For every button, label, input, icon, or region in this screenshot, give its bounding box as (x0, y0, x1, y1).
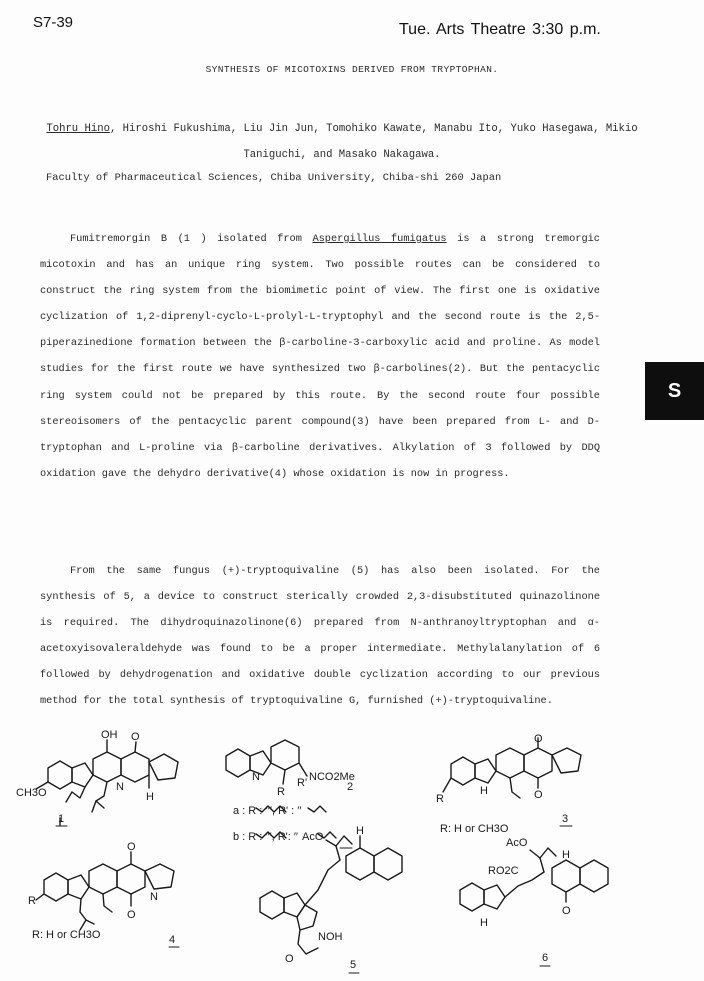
species-name: Aspergillus fumigatus (312, 233, 447, 245)
c5-h-label: H (356, 825, 364, 837)
co-authors: , Hiroshi Fukushima, Liu Jin Jun, Tomohiko Kawate, Manabu Ito, Yuko Hasegawa, Mikio Taniguchi, and Masako Nakagawa. (109, 123, 638, 161)
c3-r-legend: R: H or CH3O (440, 823, 509, 835)
affiliation: Faculty of Pharmaceutical Sciences, Chiba University, Chiba-shi 260 Japan (46, 172, 502, 184)
c2-n-label: N (252, 771, 260, 783)
structure-5 (260, 836, 402, 973)
c1-methoxy-label: CH3O (16, 787, 47, 799)
chemical-structures (0, 729, 704, 981)
c5-oxo-label: O (285, 953, 294, 965)
c5-noh-label: NOH (318, 931, 343, 943)
paragraph2-text: From the same fungus (+)-tryptoquivaline (5) has also been isolated. For the synthesis of 5, a device to construct sterically crowded 2,3-disubstituted quinazolinone is required. The dihydroquinazolinone(6) prepared from N-anthranoyltryptophan and α- acetoxyisovaleraldehyde was found to be a proper intermediate. Methylalanylation of 6 followed by dehydrogenation and oxidative double cyclization according to our previous method for the total synthesis of tryptoquivaline G, furnished (+)-tryptoquivaline. (40, 565, 600, 708)
abstract-code: S7-39 (33, 14, 74, 31)
c6-oxo-label: O (562, 905, 571, 917)
author-list (44, 116, 640, 168)
c5-number: 5 (350, 959, 357, 971)
c2-r-label: R (277, 786, 285, 798)
section-tab: S (645, 362, 704, 420)
c5-aco-label: AcO (302, 831, 324, 843)
c4-r-legend: R: H or CH3O (32, 929, 101, 941)
c2-rp-label: R' (297, 777, 308, 789)
paragraph-fumitremorgin (40, 226, 600, 487)
c2-variant-a: a : R : ’′′, R' : ′′ (233, 805, 302, 817)
paragraph-tryptoquivaline (40, 558, 600, 715)
c4-n-label: N (150, 891, 158, 903)
paper-title: SYNTHESIS OF MICOTOXINS DERIVED FROM TRYPTOPHAN. (205, 64, 499, 75)
c1-oh-label: OH (101, 729, 118, 741)
c3-oxo2-label: O (534, 789, 543, 801)
paragraph1-rest: is a strong tremorgic micotoxin and has an unique ring system. Two possible routes can be considered to construct the ring system from the biomimetic point of view. The first one is oxidative cyclization of 1,2-diprenyl-cyclo-L-prolyl-L-tryptophyl and the second route is the 2,5-piperazinedione formation between the β-carboline-3-carboxylic acid and proline. As model studies for the first route we have synthesized two β-carbolines(2). But the pentacyclic ring system could not be prepared by this route. By the second route four possible stereoisomers of the pentacyclic parent compound(3) have been prepared from L- and D-tryptophan and L-proline via β-carboline derivatives. Alkylation of 3 followed by DDQ oxidation gave the dehydro derivative(4) whose oxidation is now in progress. (40, 233, 600, 480)
structure-3 (443, 738, 581, 826)
c1-n-label: N (116, 781, 124, 793)
session-info: Tue. Arts Theatre 3:30 p.m. (399, 21, 601, 38)
c3-r-label: R (436, 793, 444, 805)
c4-r-label: R (28, 895, 36, 907)
c3-nh-label: H (480, 785, 488, 797)
c1-h-label: H (146, 791, 154, 803)
paragraph1-start: Fumitremorgin B (1 ) isolated from (70, 233, 313, 245)
c4-oxo2-label: O (127, 909, 136, 921)
c1-number: 1 (58, 813, 65, 825)
c1-oxo-label: O (131, 731, 140, 743)
presenting-author: Tohru Hino (46, 123, 110, 135)
c6-nh-label: H (480, 917, 488, 929)
c4-oxo-label: O (127, 841, 136, 853)
c6-number: 6 (542, 952, 549, 964)
c2-variant-b: b : R : ′′′, R': ′′ (233, 831, 298, 843)
c6-ester-label: RO2C (488, 865, 519, 877)
c6-h-label: H (562, 849, 570, 861)
c2-nsub-label: NCO2Me (309, 771, 355, 783)
c4-number: 4 (169, 934, 176, 946)
c2-number: 2 (347, 781, 354, 793)
c6-aco-label: AcO (506, 837, 528, 849)
c3-oxo-label: O (534, 733, 543, 745)
structure-6 (460, 848, 608, 966)
c3-number: 3 (562, 813, 569, 825)
